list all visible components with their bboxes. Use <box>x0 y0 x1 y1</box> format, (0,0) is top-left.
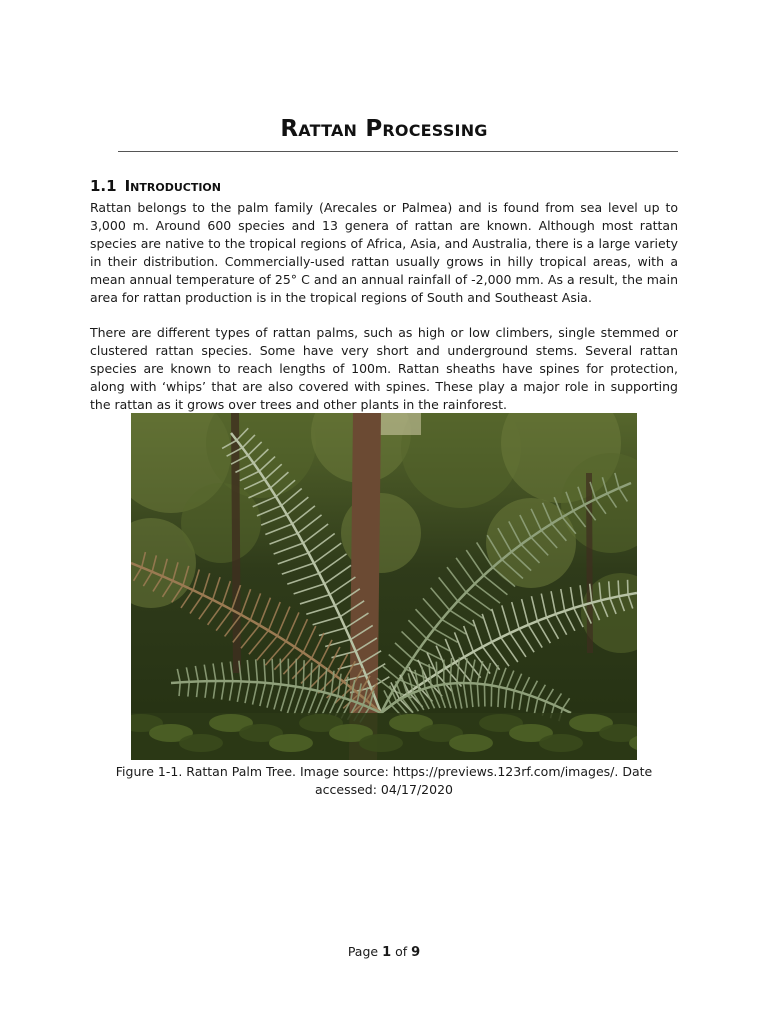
foliage-clump <box>181 483 261 563</box>
intro-paragraph-1: Rattan belongs to the palm family (Arecales or Palmea) and is found from sea level up to 3,000 m. Around 600 species and 13 genera of rattan are known. Although most rattan species are native to the tropical regions of Africa, Asia, and Australia, there is a large variety in their distribution. Commercially-used rattan usually grows in hilly tropical areas, with a mean annual temperature of 25° C and an annual rainfall of -2,000 mm. As a result, the main area for rattan production is in the tropical regions of South and Southeast Asia. <box>90 200 678 305</box>
undergrowth-leaf <box>179 734 223 752</box>
rattan-palm-photo <box>131 413 637 760</box>
section-title: Introduction <box>124 177 221 195</box>
rattan-palm-illustration <box>131 413 637 760</box>
frond-leaflet <box>618 580 619 596</box>
figure-caption: Figure 1-1. Rattan Palm Tree. Image source: https://previews.123rf.com/images/. Date accessed: 04/17/2020 <box>115 764 653 797</box>
section-heading <box>90 177 221 195</box>
undergrowth-leaf <box>449 734 493 752</box>
document-title: Rattan Processing <box>280 116 488 142</box>
intro-paragraph-2: There are different types of rattan palms, such as high or low climbers, single stemmed or clustered rattan species. Some have very short and underground stems. Several rattan species are known to reach lengths of 100m. Rattan sheaths have spines for protection, along with ‘whips’ that are also covered with spines. These play a major role in supporting the rattan as it grows over trees and other plants in the rainforest. <box>90 325 678 412</box>
page-total: 9 <box>411 945 421 960</box>
undergrowth-leaf <box>539 734 583 752</box>
frond-leaflet <box>280 659 281 685</box>
page-footer <box>0 944 768 960</box>
page-current: 1 <box>382 945 392 960</box>
undergrowth-leaf <box>269 734 313 752</box>
title-underline <box>118 151 678 152</box>
foliage-clump <box>486 498 576 588</box>
undergrowth <box>131 713 637 760</box>
frond-leaflet <box>498 687 499 707</box>
undergrowth-leaf <box>359 734 403 752</box>
frond-leaflet <box>436 662 437 686</box>
frond-leaflet <box>303 660 304 688</box>
section-number: 1.1 <box>90 177 117 195</box>
page-separator: of <box>395 944 408 959</box>
page-label: Page <box>347 944 379 959</box>
frond-leaflet <box>272 659 273 684</box>
